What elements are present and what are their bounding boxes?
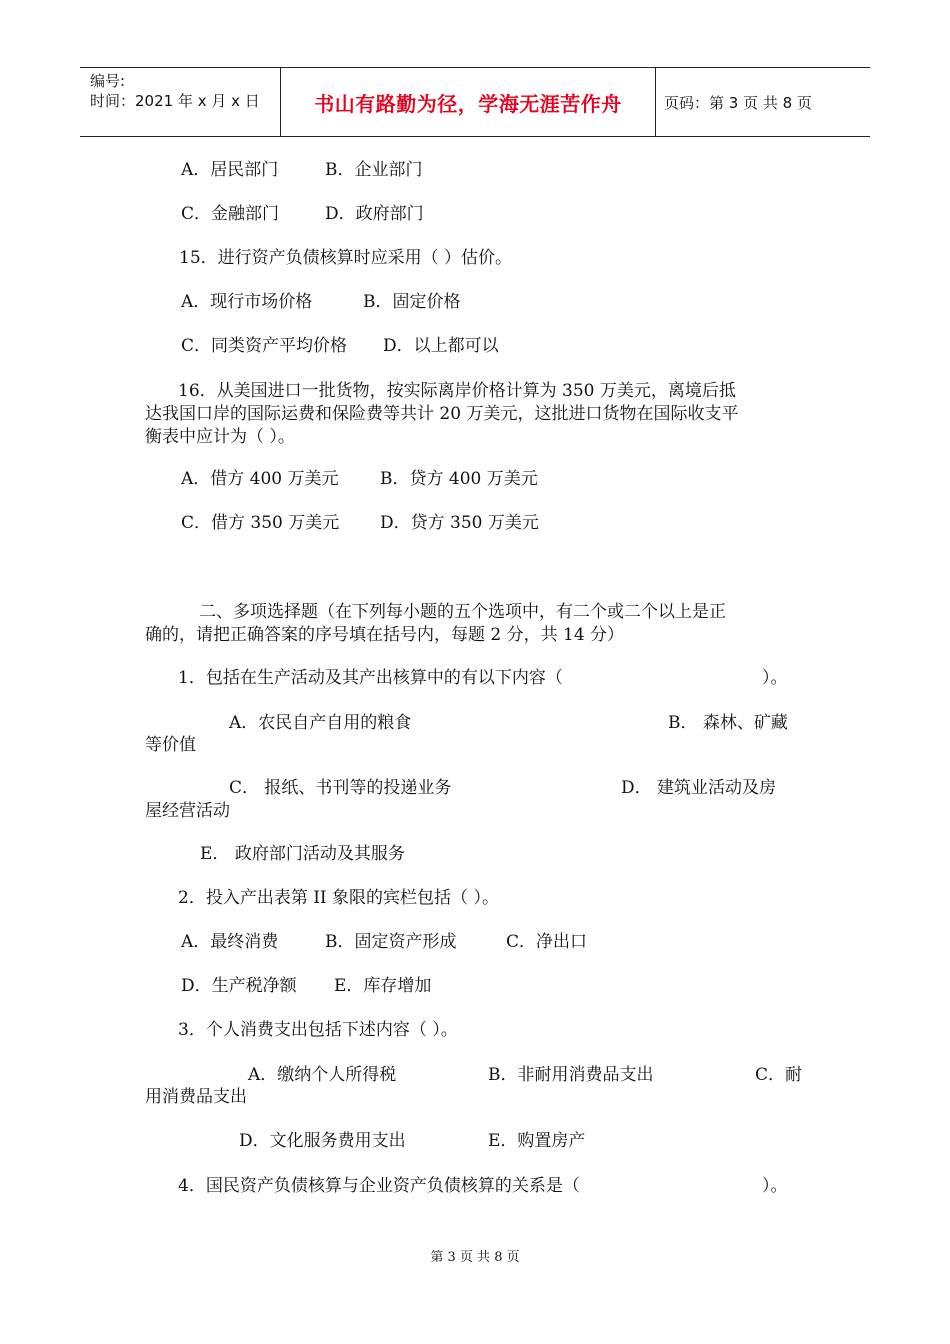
q15-option-b: B．固定价格 [363, 292, 461, 312]
m3-option-c-end: 用消费品支出 [145, 1087, 247, 1107]
page-info: 页码：第 3 页 共 8 页 [664, 93, 812, 112]
m2-option-a: A．最终消费 [181, 932, 279, 952]
section2-heading-line1: 二、多项选择题（在下列每小题的五个选项中，有二个或二个以上是正 [199, 602, 726, 622]
q16-stem-line1: 16．从美国进口一批货物，按实际离岸价格计算为 350 万美元，离境后抵 [178, 381, 736, 401]
m4-stem-end: ）。 [762, 1176, 788, 1196]
q15-option-a: A．现行市场价格 [181, 292, 313, 312]
page-footer: 第 3 页 共 8 页 [430, 1250, 520, 1265]
number-label: 编号: [90, 72, 126, 90]
m3-option-a: A．缴纳个人所得税 [248, 1065, 397, 1085]
m2-option-e: E．库存增加 [334, 976, 432, 996]
m1-option-b-end: 等价值 [145, 735, 196, 755]
m1-option-d-start: D． 建筑业活动及房 [621, 778, 777, 798]
m1-option-c: C． 报纸、书刊等的投递业务 [229, 778, 452, 798]
m3-option-e: E．购置房产 [488, 1131, 586, 1151]
q14-option-a: A．居民部门 [181, 160, 279, 180]
q15-option-d: D．以上都可以 [383, 336, 499, 356]
q14-option-c: C．金融部门 [181, 204, 280, 224]
q16-stem-line3: 衡表中应计为（ ）。 [145, 427, 295, 447]
time-label: 时间：2021 年 x 月 x 日 [90, 92, 260, 110]
section2-heading-line2: 确的，请把正确答案的序号填在括号内，每题 2 分，共 14 分） [145, 625, 625, 645]
q14-option-d: D．政府部门 [325, 204, 424, 224]
q16-option-a: A．借方 400 万美元 [181, 469, 339, 489]
m1-option-e: E． 政府部门活动及其服务 [200, 844, 405, 864]
motto: 书山有路勤为径，学海无涯苦作舟 [280, 68, 656, 136]
page-header [80, 67, 870, 137]
q16-option-b: B．贷方 400 万美元 [380, 469, 538, 489]
m1-option-a: A．农民自产自用的粮食 [229, 713, 412, 733]
m3-option-d: D．文化服务费用支出 [239, 1131, 406, 1151]
q16-stem-line2: 达我国口岸的国际运费和保险费等共计 20 万美元，这批进口货物在国际收支平 [145, 404, 739, 424]
q16-option-c: C．借方 350 万美元 [181, 513, 340, 533]
q14-option-b: B．企业部门 [325, 160, 423, 180]
m2-option-c: C．净出口 [506, 932, 588, 952]
m4-stem: 4．国民资产负债核算与企业资产负债核算的关系是（ [178, 1176, 580, 1196]
m1-stem-end: ）。 [762, 668, 788, 688]
m1-option-d-end: 屋经营活动 [145, 801, 230, 821]
m2-option-d: D．生产税净额 [181, 976, 297, 996]
m2-option-b: B．固定资产形成 [325, 932, 457, 952]
q15-stem: 15．进行资产负债核算时应采用（ ）估价。 [179, 248, 513, 268]
m3-option-b: B．非耐用消费品支出 [488, 1065, 654, 1085]
header-info-cell [80, 68, 280, 136]
q16-option-d: D．贷方 350 万美元 [380, 513, 539, 533]
m3-option-c-start: C．耐 [755, 1065, 803, 1085]
m3-stem: 3．个人消费支出包括下述内容（ ）。 [178, 1020, 458, 1040]
m2-stem: 2．投入产出表第 II 象限的宾栏包括（ ）。 [178, 888, 499, 908]
m1-option-b-start: B． 森林、矿藏 [668, 713, 788, 733]
q15-option-c: C．同类资产平均价格 [181, 336, 348, 356]
m1-stem: 1．包括在生产活动及其产出核算中的有以下内容（ [178, 668, 563, 688]
